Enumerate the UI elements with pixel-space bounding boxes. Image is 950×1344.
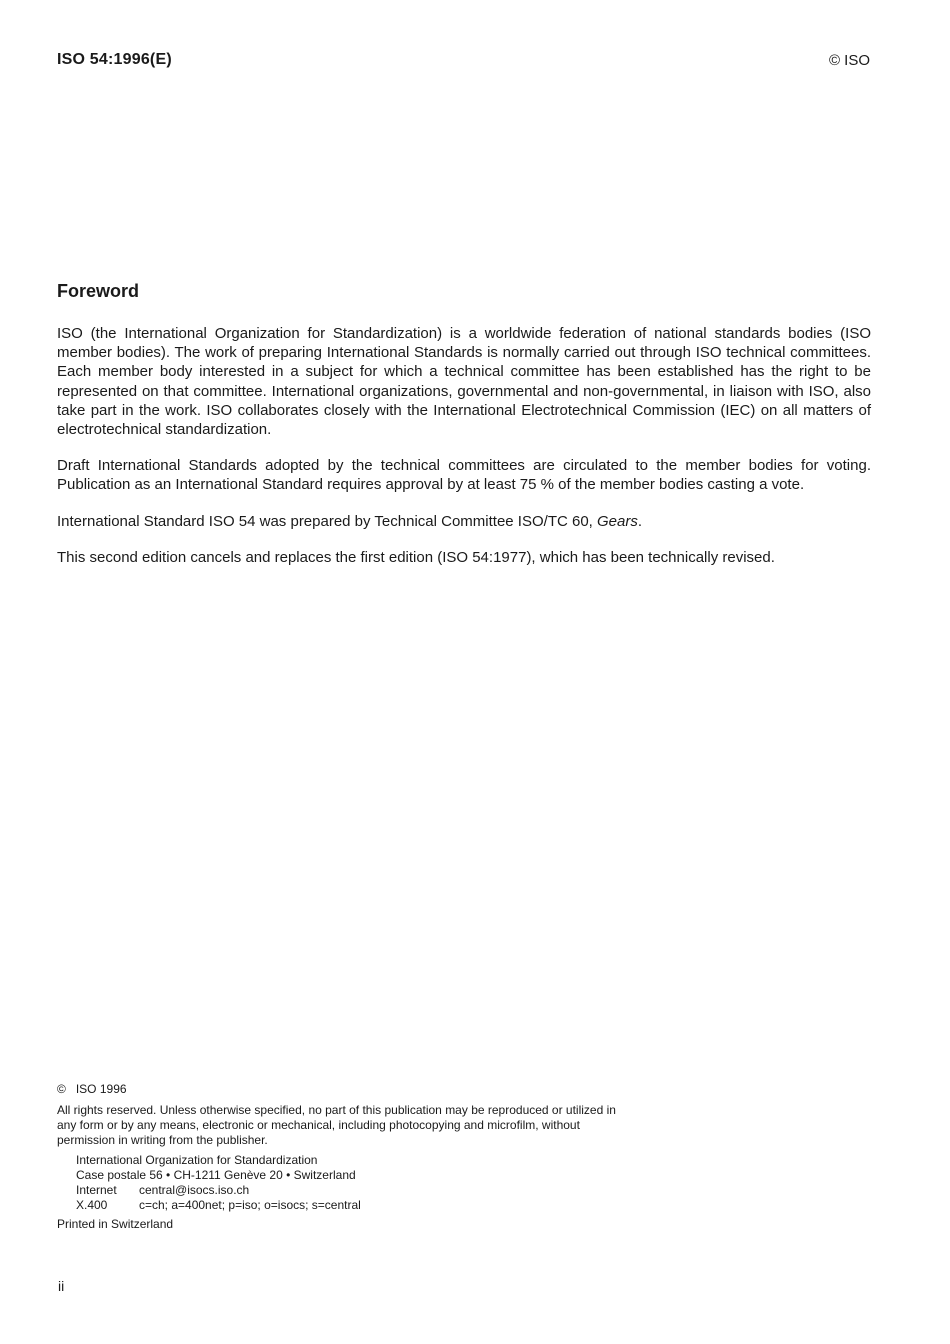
paragraph: Draft International Standards adopted by the technical committees are circulated to the member bodies for voting. Publication as an International Standard requires approval by at least 75 % of the member bodies casting a vote. [57,457,871,494]
paragraph: This second edition cancels and replaces the first edition (ISO 54:1977), which has been technically revised. [57,548,775,566]
internet-label: Internet [76,1183,117,1197]
paragraph-text: International Standard ISO 54 was prepared by Technical Committee ISO/TC 60, [57,512,597,530]
rights-notice: All rights reserved. Unless otherwise specified, no part of this publication may be reproduced or utilized in any form or by any means, electronic or mechanical, including photocopying and microfilm, without permission in writing from the publisher. [57,1103,616,1147]
committee-name: Gears [597,512,638,530]
copyright-year [57,1082,617,1097]
copyright-icon: © [57,1082,66,1096]
printed-in: Printed in Switzerland [57,1217,174,1231]
header-copyright: © ISO [828,52,870,69]
org-name: International Organization for Standardization [76,1153,318,1167]
punctuation: . [637,512,643,530]
x400-row [76,1198,617,1213]
copyright-year-text: ISO 1996 [75,1082,127,1096]
paragraph [57,512,871,531]
foreword-body [57,324,871,584]
x400-value: c=ch; a=400net; p=iso; o=isocs; s=central [139,1198,361,1212]
internet-row [76,1183,617,1198]
publisher-address [76,1153,617,1213]
paragraph: ISO (the International Organization for Standardization) is a worldwide federation of national standards bodies (ISO member bodies). The work of preparing International Standards is normally carried out through ISO technical committees. Each member body interested in a subject for which a technical committee has been established has the right to be represented on that committee. International organizations, governmental and non-governmental, in liaison with ISO, also take part in the work. ISO collaborates closely with the International Electrotechnical Commission (IEC) on all matters of electrotechnical standardization. [57,325,871,439]
section-title: Foreword [57,281,140,301]
x400-label: X.400 [76,1198,108,1212]
document-id: ISO 54:1996(E) [57,51,172,68]
postal-address: Case postale 56 • CH-1211 Genève 20 • Switzerland [76,1168,356,1182]
copyright-block [57,1082,617,1232]
page-number: ii [58,1278,65,1294]
internet-value: central@isocs.iso.ch [139,1183,250,1197]
